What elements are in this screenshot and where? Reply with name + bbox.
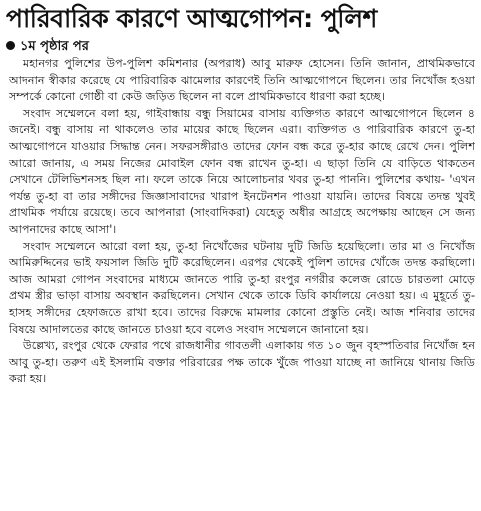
continued-label: ১ম পৃষ্ঠার পর <box>20 39 89 54</box>
article-paragraph: মহানগর পুলিশের উপ-পুলিশ কমিশনার (অপরাধ) আবু মারুফ হোসেন। তিনি জানান, প্রাথমিকভাবে আদনান স্বীকার করেছে যে পারিবারিক ঝামেলার কারণেই তিনি আত্মগোপনে ছিলেন। তার নিখোঁজ হওয়া সম্পর্কে কোনো গোষ্ঠী বা কেউ জড়িত ছিলেন না বলে প্রাথমিকভাবে ধারণা করা হচ্ছে। <box>9 57 475 104</box>
bullet-icon <box>6 41 15 50</box>
continued-from-line <box>0 38 481 56</box>
article-headline: পারিবারিক কারণে আত্মগোপন: পুলিশ <box>6 4 377 33</box>
article-body <box>0 56 481 388</box>
article-paragraph: সংবাদ সম্মেলনে আরো বলা হয়, তু-হা নিখোঁজের ঘটনায় দুটি জিডি হয়েছিলো। তার মা ও নিখোঁজ আমিরুদ্দিনের ভাই ফয়সাল জিডি দুটি করেছিলেন। এরপর থেকেই পুলিশ তাদের খোঁজে তদন্ত করছিলো। আজ আমরা গোপন সংবাদের মাধ্যমে জানতে পারি তু-হা রংপুর নগরীর কলেজ রোডে চারতলা মোড়ে প্রথম স্ত্রীর ভাড়া বাসায় অবস্থান করছিলেন। সেখান থেকে তাকে ডিবি কার্যালয়ে নেওয়া হয়। এ মুহূর্তে তু-হাসহ সঙ্গীদের হেফাজতে রাখা হবে। তাদের বিরুদ্ধে মামলার কোনো প্রস্তুতি নেই। আজ শনিবার তাদের বিষয়ে আদালতের কাছে জানতে চাওয়া হবে বলেও সংবাদ সম্মেলনে জানানো হয়। <box>9 239 475 336</box>
article-paragraph: সংবাদ সম্মেলনে বলা হয়, গাইবান্ধায় বন্ধু সিয়ামের বাসায় ব্যক্তিগত কারণে আত্মগোপনে ছিলেন ৪ জনেই। বন্ধু বাসায় না থাকলেও তার মায়ের কাছে ছিলেন এরা। ব্যক্তিগত ও পারিবারিক কারণে তু-হা আত্মগোপনে যাওয়ার সিদ্ধান্ত নেন। সফরসঙ্গীরাও তাদের ফোন বন্ধ করে তু-হার কাছে রেখে দেন। পুলিশ আরো জানায়, এ সময় নিজের মোবাইল ফোন বন্ধ রাখেন তু-হা। এ ছাড়া তিনি যে বাড়িতে থাকতেন সেখানে টেলিভিশনসহ ছিল না। ফলে তাকে নিয়ে আলোচনার খবর তু-হা পাননি। পুলিশের কথায়- 'এখন পর্যন্ত তু-হা বা তার সঙ্গীদের জিজ্ঞাসাবাদের খারাপ ইনটেনশন পাওয়া যায়নি। তাদের বিষয়ে তদন্ত খুবই প্রাথমিক পর্যায়ে রয়েছে। তবে আপনারা (সাংবাদিকরা) যেহেতু অধীর আগ্রহে অপেক্ষায় আছেন সে জন্য আপনাদের কাছে আসা'। <box>9 106 475 236</box>
article-paragraph: উল্লেখ্য, রংপুর থেকে ফেরার পথে রাজধানীর গাবতলী এলাকায় গত ১০ জুন বৃহস্পতিবার নিখোঁজ হন আবু তু-হা। তরুণ এই ইসলামি বক্তার পরিবারের পক্ষ তাকে খুঁজে পাওয়া যাচ্ছে না জানিয়ে থানায় জিডি করা হয়। <box>9 339 475 386</box>
